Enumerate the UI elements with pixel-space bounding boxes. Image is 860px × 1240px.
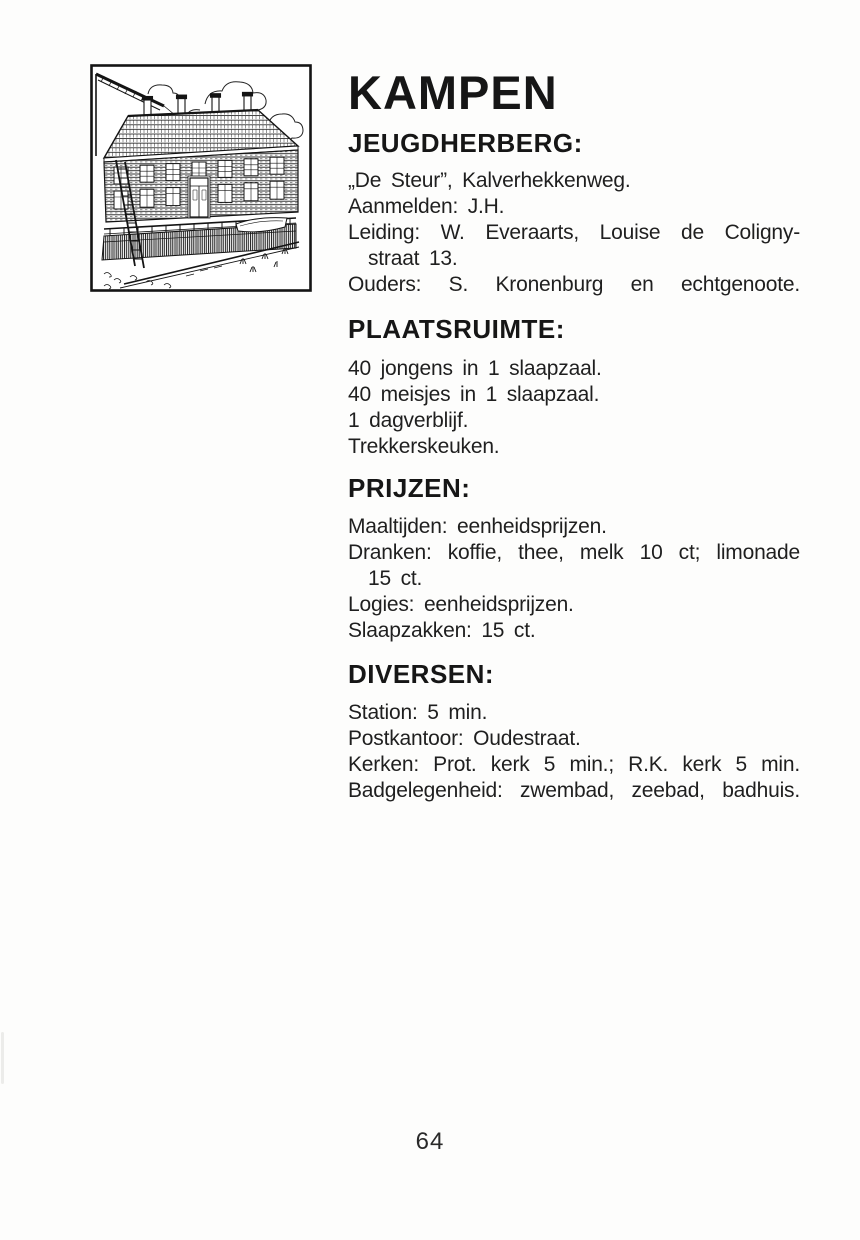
section-body <box>348 168 800 298</box>
text-line: Station: 5 min. <box>348 701 488 724</box>
text-line: „De Steur”, Kalverhekkenweg. <box>348 169 631 192</box>
text-line: Aanmelden: J.H. <box>348 195 505 218</box>
hostel-building-drawing <box>90 64 312 292</box>
text-line: Dranken: koffie, thee, melk 10 ct; limonade <box>348 541 800 564</box>
text-line: Trekkerskeuken. <box>348 435 500 458</box>
text-line: Ouders: S. Kronenburg en echtgenoote. <box>348 273 800 296</box>
page-title: KAMPEN <box>348 66 558 119</box>
scan-artifact-line <box>1 1032 4 1084</box>
text-line: 40 meisjes in 1 slaapzaal. <box>348 383 600 406</box>
section-prijzen <box>348 474 800 644</box>
text-line: 40 jongens in 1 slaapzaal. <box>348 357 602 380</box>
text-line: Logies: eenheidsprijzen. <box>348 593 574 616</box>
section-body <box>348 356 800 460</box>
text-line: straat 13. <box>368 247 458 270</box>
text-line: Badgelegenheid: zwembad, zeebad, badhuis. <box>348 779 800 802</box>
section-heading: PRIJZEN: <box>348 473 471 503</box>
section-heading: PLAATSRUIMTE: <box>348 314 565 344</box>
page-number: 64 <box>415 1128 445 1155</box>
text-line: Leiding: W. Everaarts, Louise de Coligny- <box>348 221 800 244</box>
section-heading: JEUGDHERBERG: <box>348 128 583 158</box>
text-line: Slaapzakken: 15 ct. <box>348 619 536 642</box>
text-line: Kerken: Prot. kerk 5 min.; R.K. kerk 5 min. <box>348 753 800 776</box>
section-body <box>348 700 800 804</box>
section-diversen <box>348 660 800 804</box>
entry-content <box>348 68 800 804</box>
text-line: 15 ct. <box>368 567 423 590</box>
text-line: Postkantoor: Oudestraat. <box>348 727 581 750</box>
section-plaatsruimte <box>348 315 800 460</box>
section-body <box>348 514 800 644</box>
text-line: Maaltijden: eenheidsprijzen. <box>348 515 607 538</box>
hostel-illustration <box>90 64 312 292</box>
section-heading: DIVERSEN: <box>348 659 495 689</box>
text-line: 1 dagverblijf. <box>348 409 469 432</box>
section-jeugdherberg <box>348 129 800 298</box>
